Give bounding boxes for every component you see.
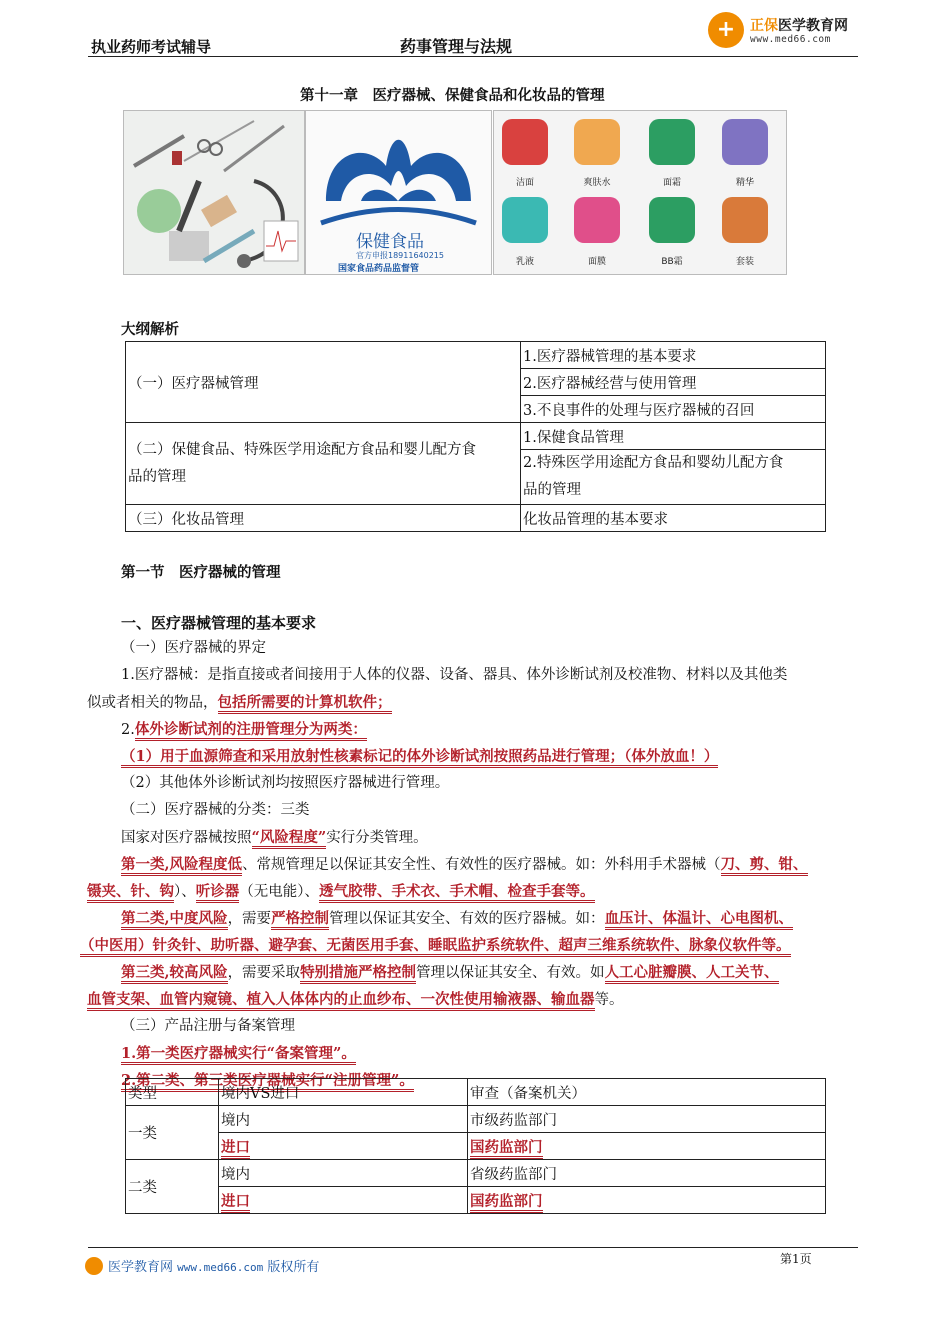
table-cell: 3.不良事件的处理与医疗器械的召回 [521, 396, 826, 423]
table-header-cell: 类型 [126, 1079, 219, 1106]
paragraph: （2）其他体外诊断试剂均按照医疗器械进行管理。 [121, 775, 450, 791]
table-cell: 2.医疗器械经营与使用管理 [521, 369, 826, 396]
cosmetic-icon [574, 119, 620, 165]
table-row [126, 342, 826, 369]
header-rule [88, 56, 858, 57]
paragraph: 国家对医疗器械按照“风险程度”实行分类管理。 [121, 824, 428, 852]
cosmetic-icon [722, 119, 768, 165]
cosmetic-label: 爽肤水 [583, 178, 611, 188]
table-cell: 境内 [219, 1160, 468, 1187]
emphasis-line: 2.第二类、第三类医疗器械实行“注册管理”。 [121, 1067, 414, 1094]
table-cell: 化妆品管理的基本要求 [521, 505, 826, 532]
table-cell: （一）医疗器械管理 [126, 342, 521, 423]
cosmetic-label: 精华 [735, 178, 754, 188]
table-cell: 1.医疗器械管理的基本要求 [521, 342, 826, 369]
chapter-title: 第十一章 医疗器械、保健食品和化妆品的管理 [300, 87, 605, 104]
heading-1: 一、医疗器械管理的基本要求 [121, 614, 317, 632]
outline-title: 大纲解析 [121, 321, 179, 338]
table-cell: 进口 [219, 1187, 468, 1214]
emphasis: 包括所需要的计算机软件； [218, 694, 392, 714]
health-food-image [305, 110, 492, 275]
health-food-sub2: 国家食品药品监督管 [338, 264, 420, 274]
footer-url[interactable]: www.med66.com [177, 1261, 264, 1274]
subheading: （一）医疗器械的界定 [121, 640, 266, 656]
cosmetic-icon [722, 197, 768, 243]
outline-table [125, 341, 826, 532]
table-cell: 省级药监部门 [468, 1160, 826, 1187]
table-row [126, 505, 826, 532]
footer-rule [88, 1247, 858, 1248]
cosmetic-icon [649, 119, 695, 165]
cosmetic-label: 套装 [735, 257, 754, 267]
footer-text [108, 1256, 319, 1275]
table-row [126, 1160, 826, 1187]
class-3-line2: 血管支架、血管内窥镜、植入人体体内的止血纱布、一次性使用输液器、输血器等。 [87, 986, 624, 1014]
paragraph: 似或者相关的物品，包括所需要的计算机软件； [87, 689, 392, 717]
cosmetic-icon [649, 197, 695, 243]
class-1-line2: 镊夹、针、钩）、听诊器（无电能）、透气胶带、手术衣、手术帽、检查手套等。 [87, 878, 595, 906]
table-cell: （二）保健食品、特殊医学用途配方食品和婴儿配方食 品的管理 [126, 423, 521, 505]
logo-icon: + [708, 12, 744, 48]
table-cell: 国药监部门 [468, 1187, 826, 1214]
health-food-logo-icon [306, 111, 491, 231]
class-3-line1: 第三类,较高风险，需要采取特别措施严格控制管理以保证其安全、有效。如人工心脏瓣膜、人工关节、 [121, 959, 779, 987]
cosmetic-icon [502, 197, 548, 243]
table-row [126, 1187, 826, 1214]
table-row [126, 1133, 826, 1160]
table-row [126, 1106, 826, 1133]
cosmetic-label: 面膜 [587, 257, 606, 267]
page-number: 第1页 [780, 1252, 812, 1266]
table-cell: 2.特殊医学用途配方食品和婴幼儿配方食 品的管理 [521, 450, 826, 505]
header-left: 执业药师考试辅导 [91, 38, 212, 56]
medical-devices-illustration [124, 111, 304, 274]
cosmetic-icon [574, 197, 620, 243]
logo-name: 医学教育网 [778, 18, 848, 34]
cosmetic-icon [502, 119, 548, 165]
table-header-cell: 境内VS进口 [219, 1079, 468, 1106]
class-2-line2: （中医用）针灸针、助听器、避孕套、无菌医用手套、睡眠监护系统软件、超声三维系统软件、脉象仪软件等。 [80, 932, 791, 960]
emphasis-line: 1.第一类医疗器械实行“备案管理”。 [121, 1040, 356, 1067]
table-cell: （三）化妆品管理 [126, 505, 521, 532]
cosmetic-label: BB霜 [661, 257, 683, 267]
emphasis-line: （1）用于血源筛查和采用放射性核素标记的体外诊断试剂按照药品进行管理；（体外放血！） [121, 743, 718, 770]
table-cell: 市级药监部门 [468, 1106, 826, 1133]
table-cell: 国药监部门 [468, 1133, 826, 1160]
logo-brand: 正保 [750, 18, 778, 34]
header-center: 药事管理与法规 [400, 37, 513, 56]
health-food-sub1: 官方申报18911640215 [356, 251, 444, 260]
table-cell: 进口 [219, 1133, 468, 1160]
cosmetic-label: 洁面 [515, 178, 534, 188]
subheading: （二）医疗器械的分类：三类 [121, 802, 310, 818]
registration-table [125, 1078, 826, 1214]
table-cell: 境内 [219, 1106, 468, 1133]
footer-logo-icon [85, 1257, 103, 1275]
table-row [126, 1079, 826, 1106]
table-row [126, 423, 826, 450]
health-food-label: 保健食品 [356, 232, 424, 252]
cosmetics-image [493, 110, 787, 275]
medical-devices-image [123, 110, 305, 275]
table-cell: 1.保健食品管理 [521, 423, 826, 450]
emphasis: 体外诊断试剂的注册管理分为两类： [135, 721, 367, 741]
class-2-line1: 第二类,中度风险，需要严格控制管理以保证其安全、有效的医疗器械。如：血压计、体温计、心电图机、 [121, 905, 793, 933]
cosmetic-label: 乳液 [515, 257, 534, 267]
subheading: （三）产品注册与备案管理 [121, 1018, 295, 1034]
paragraph: 2.体外诊断试剂的注册管理分为两类： [121, 716, 367, 744]
footer-site: 医学教育网 [108, 1260, 174, 1275]
table-cell: 一类 [126, 1106, 219, 1160]
footer-rights: 版权所有 [267, 1260, 320, 1275]
logo-url: www.med66.com [750, 34, 831, 45]
emphasis: “风险程度” [252, 829, 327, 849]
table-cell: 二类 [126, 1160, 219, 1214]
paragraph: 1.医疗器械：是指直接或者间接用于人体的仪器、设备、器具、体外诊断试剂及校准物、材料以及其他类 [121, 667, 788, 683]
cosmetic-label: 面霜 [662, 178, 681, 188]
class-1-line1: 第一类,风险程度低、常规管理足以保证其安全性、有效性的医疗器械。如：外科用手术器械（刀、剪、钳、 [121, 851, 808, 879]
section-title: 第一节 医疗器械的管理 [121, 564, 281, 581]
table-header-cell: 审查（备案机关） [468, 1079, 826, 1106]
